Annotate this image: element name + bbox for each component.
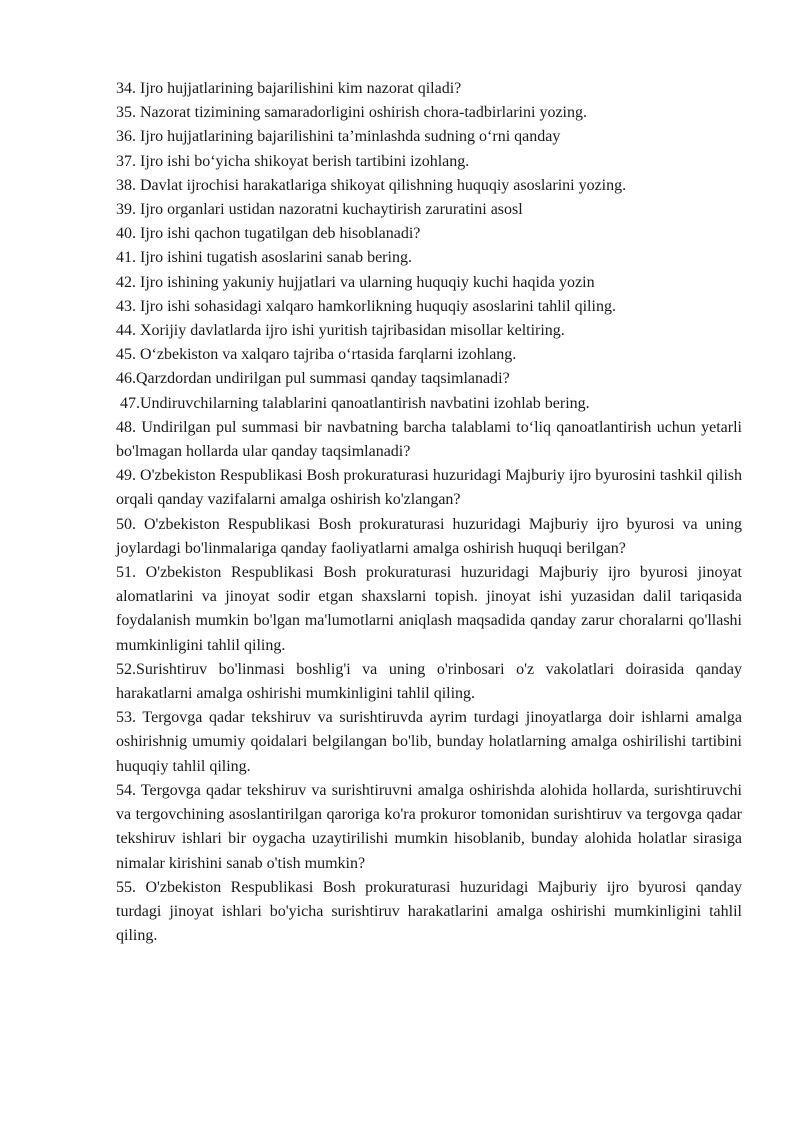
question-42: 42. Ijro ishining yakuniy hujjatlari va ularning huquqiy kuchi haqida yozin: [116, 273, 595, 291]
question-38: 38. Davlat ijrochisi harakatlariga shikoyat qilishning huquqiy asoslarini yozing.: [116, 176, 627, 194]
question-40: 40. Ijro ishi qachon tugatilgan deb hisoblanadi?: [116, 225, 421, 243]
question-50: 50. O'zbekiston Respublikasi Bosh prokuraturasi huzuridagi Majburiy ijro byurosi va uning joylardagi bo'linmalariga qanday faoliyatlarni amalga oshirish huquqi berilgan?: [116, 515, 742, 557]
question-55: 55. O'zbekiston Respublikasi Bosh prokuraturasi huzuridagi Majburiy ijro byurosi qanday turdagi jinoyat ishlari bo'yicha surishtiruv harakatlarini amalga oshirishi mumkinligini tahlil qiling.: [116, 878, 742, 945]
question-36: 36. Ijro hujjatlarining bajarilishini ta’minlashda sudning oʻrni qanday: [116, 128, 561, 146]
question-49: 49. O'zbekiston Respublikasi Bosh prokuraturasi huzuridagi Majburiy ijro byurosini tashkil qilish orqali qanday vazifalarni amalga oshirish ko'zlangan?: [116, 467, 742, 509]
question-43: 43. Ijro ishi sohasidagi xalqaro hamkorlikning huquqiy asoslarini tahlil qiling.: [116, 297, 616, 315]
question-39: 39. Ijro organlari ustidan nazoratni kuchaytirish zaruratini asosl: [116, 201, 523, 219]
question-34: 34. Ijro hujjatlarining bajarilishini kim nazorat qiladi?: [116, 80, 462, 97]
question-37: 37. Ijro ishi boʻyicha shikoyat berish tartibini izohlang.: [116, 152, 470, 170]
question-48: 48. Undirilgan pul summasi bir navbatning barcha talablami toʻliq qanoatlantirish uchun yetarli bo'lmagan hollarda ular qanday taqsimlanadi?: [116, 418, 758, 461]
question-51: 51. O'zbekiston Respublikasi Bosh prokuraturasi huzuridagi Majburiy ijro byurosi jinoyat alomatlarini va jinoyat sodir etgan shaxslarni topish. jinoyat ishi yuzasidan dalil tariqasida foydalanish mumkin bo'lgan ma'lumotlarni aniqlash maqsadida qanday zarur choralarni qo'llashi mumkinligini tahlil qiling.: [116, 564, 742, 654]
question-54: 54. Tergovga qadar tekshiruv va surishtiruvni amalga oshirishda alohida hollarda, surishtiruvchi va tergovchining asoslantirilgan qaroriga ko'ra prokuror tomonidan surishtiruv va tergovga qadar tekshiruv ishlari bir oygacha uzaytirilishi mumkin hisoblanib, bunday alohida holatlar sirasiga nimalar kirishini sanab o'tish mumkin?: [116, 781, 742, 872]
question-47: 47.Undiruvchilarning talablarini qanoatlantirish navbatini izohlab bering.: [120, 394, 590, 412]
question-44: 44. Xorijiy davlatlarda ijro ishi yuritish tajribasidan misollar keltiring.: [116, 322, 565, 340]
question-45: 45. Oʻzbekiston va xalqaro tajriba oʻrtasida farqlarni izohlang.: [116, 346, 517, 364]
question-52: 52.Surishtiruv bo'linmasi boshlig'i va uning o'rinbosari o'z vakolatlari doirasida qanday harakatlarni amalga oshirishi mumkinligini tahlil qiling.: [116, 660, 742, 703]
question-46: 46.Qarzdordan undirilgan pul summasi qanday taqsimlanadi?: [116, 370, 510, 388]
question-53: 53. Tergovga qadar tekshiruv va surishtiruvda ayrim turdagi jinoyatlarga doir ishlarni amalga oshirishnig umumiy qoidalari belgilangan bo'lib, bunday holatlarning amalga oshirilishi tartibini huquqiy tahlil qiling.: [116, 709, 742, 775]
question-35: 35. Nazorat tizimining samaradorligini oshirish chora-tadbirlarini yozing.: [116, 104, 587, 122]
question-list: [116, 77, 758, 948]
question-41: 41. Ijro ishini tugatish asoslarini sanab bering.: [116, 249, 412, 267]
